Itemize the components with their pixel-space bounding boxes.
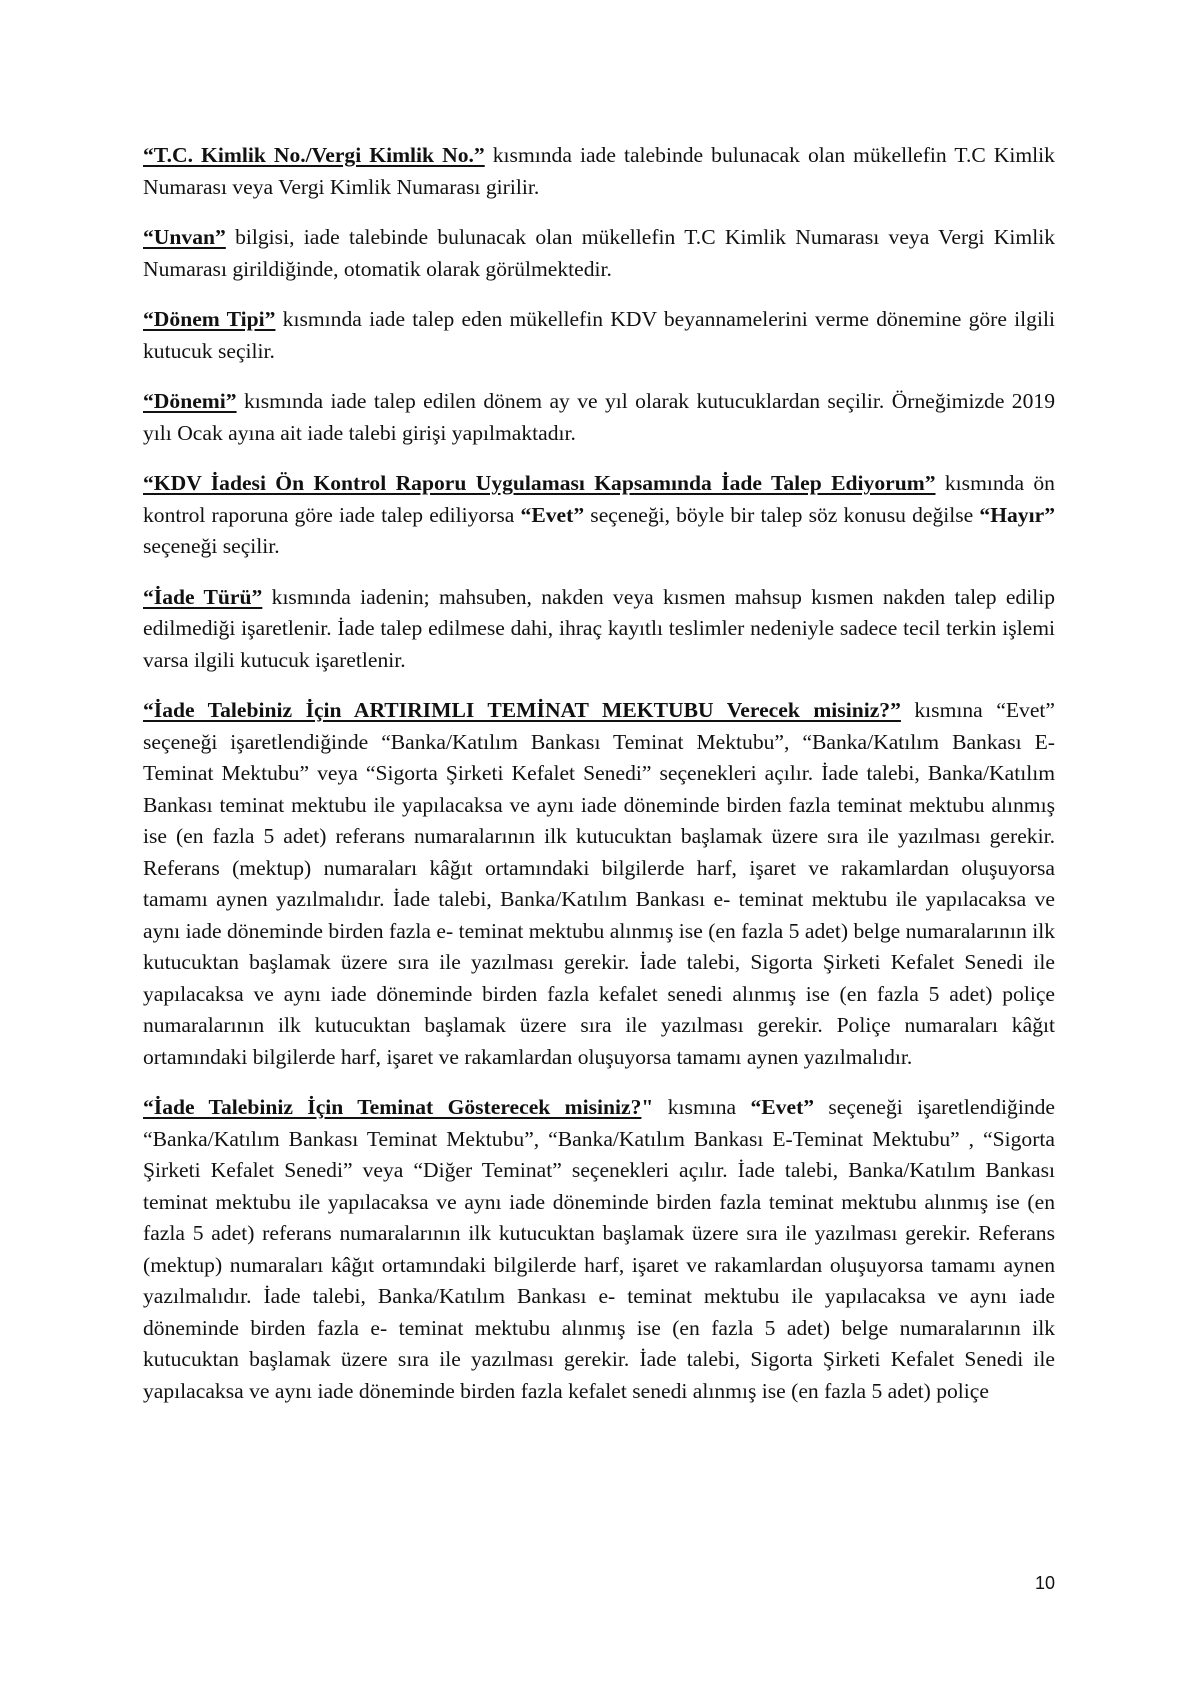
paragraph-text: seçeneği seçilir. xyxy=(143,534,280,558)
paragraph-text: kısmında iade talep eden mükellefin KDV beyannamelerini verme dönemine göre ilgili kutucuk seçilir. xyxy=(143,307,1055,363)
paragraph-text: seçeneği, böyle bir talep söz konusu değilse xyxy=(584,502,980,527)
term-donemi: “Dönemi” xyxy=(143,389,237,413)
term-unvan: “Unvan” xyxy=(143,225,226,249)
page-number: 10 xyxy=(1034,1573,1055,1593)
term-artirimli-teminat-mektubu: “İade Talebiniz İçin ARTIRIMLI TEMİNAT MEKTUBU Verecek misiniz?” xyxy=(143,698,901,722)
term-iade-turu: “İade Türü” xyxy=(143,584,263,609)
page-body xyxy=(143,140,1055,1407)
paragraph-donem-tipi xyxy=(143,304,1055,367)
paragraph-artirimli-teminat xyxy=(143,695,1055,1073)
term-teminat-gosterecek: “İade Talebiniz İçin Teminat Gösterecek misiniz? xyxy=(143,1095,642,1119)
paragraph-text: seçeneği işaretlendiğinde “Banka/Katılım Bankası Teminat Mektubu”, “Banka/Katılım Bankası E-Teminat Mektubu” , “Sigorta Şirketi Kefalet Senedi” veya “Diğer Teminat” seçenekleri açılır. İade talebi, Banka/Katılım Bankası teminat mektubu ile yapılacaksa ve aynı iade döneminde birden fazla teminat mektubu alınmış ise (en fazla 5 adet) referans numaralarının ilk kutucuktan başlamak üzere sıra ile yazılması gerekir. Referans (mektup) numaraları kâğıt ortamındaki bilgilerde harf, işaret ve rakamlardan oluşuyorsa tamamı aynen yazılmalıdır. İade talebi, Banka/Katılım Bankası e- teminat mektubu ile yapılacaksa ve aynı iade döneminde birden fazla e- teminat mektubu alınmış ise (en fazla 5 adet) belge numaralarının ilk kutucuktan başlamak üzere sıra ile yazılması gerekir. İade talebi, Sigorta Şirketi Kefalet Senedi ile yapılacaksa ve aynı iade döneminde birden fazla kefalet senedi alınmış ise (en fazla 5 adet) poliçe xyxy=(143,1095,1055,1403)
paragraph-teminat-gosterecek xyxy=(143,1092,1055,1407)
paragraph-on-kontrol-raporu xyxy=(143,468,1055,563)
paragraph-text: kısmında ön kontrol raporuna göre iade talep ediliyorsa xyxy=(143,471,1055,527)
paragraph-text: kısmına “Evet” seçeneği işaretlendiğinde “Banka/Katılım Bankası Teminat Mektubu”, “Banka/Katılım Bankası E- Teminat Mektubu” veya “Sigorta Şirketi Kefalet Senedi” seçenekleri açılır. İade talebi, Banka/Katılım Bankası teminat mektubu ile yapılacaksa ve aynı iade döneminde birden fazla teminat mektubu alınmış ise (en fazla 5 adet) referans numaralarının ilk kutucuktan başlamak üzere sıra ile yazılması gerekir. Referans (mektup) numaraları kâğıt ortamındaki bilgilerde harf, işaret ve rakamlardan oluşuyorsa tamamı aynen yazılmalıdır. İade talebi, Banka/Katılım Bankası e- teminat mektubu ile yapılacaksa ve aynı iade döneminde birden fazla e- teminat mektubu alınmış ise (en fazla 5 adet) belge numaralarının ilk kutucuktan başlamak üzere sıra ile yazılması gerekir. İade talebi, Sigorta Şirketi Kefalet Senedi ile yapılacaksa ve aynı iade döneminde birden fazla kefalet senedi alınmış ise (en fazla 5 adet) poliçe numaralarının ilk kutucuktan başlamak üzere sıra ile yazılması gerekir. Poliçe numaraları kâğıt ortamındaki bilgilerde harf, işaret ve rakamlardan oluşuyorsa tamamı aynen yazılmalıdır. xyxy=(143,698,1055,1069)
term-on-kontrol-raporu: “KDV İadesi Ön Kontrol Raporu Uygulaması Kapsamında İade Talep Ediyorum” xyxy=(143,471,936,495)
term-tc-kimlik-no: “T.C. Kimlik No./Vergi Kimlik No.” xyxy=(143,143,485,167)
paragraph-text: kısmına xyxy=(653,1095,751,1119)
paragraph-text: bilgisi, iade talebinde bulunacak olan mükellefin T.C Kimlik Numarası veya Vergi Kimlik Numarası girildiğinde, otomatik olarak görülmektedir. xyxy=(143,225,1055,281)
term-donem-tipi: “Dönem Tipi” xyxy=(143,307,276,331)
paragraph-tc-kimlik xyxy=(143,140,1055,203)
option-evet: “Evet” xyxy=(520,502,585,527)
paragraph-donemi xyxy=(143,386,1055,449)
paragraph-text: kısmında iade talep edilen dönem ay ve yıl olarak kutucuklardan seçilir. Örneğimizde 2019 yılı Ocak ayına ait iade talebi girişi yapılmaktadır. xyxy=(143,389,1055,445)
paragraph-text: kısmında iade talebinde bulunacak olan mükellefin T.C Kimlik Numarası veya Vergi Kimlik Numarası girilir. xyxy=(143,143,1055,199)
paragraph-iade-turu xyxy=(143,582,1055,677)
option-evet: “Evet” xyxy=(750,1095,815,1119)
paragraph-text: kısmında iadenin; mahsuben, nakden veya kısmen mahsup kısmen nakden talep edilip edilmediği işaretlenir. İade talep edilmese dahi, ihraç kayıtlı teslimler nedeniyle sadece tecil terkin işlemi varsa ilgili kutucuk işaretlenir. xyxy=(143,584,1055,672)
term-closing-quote: " xyxy=(641,1095,654,1119)
option-hayir: “Hayır” xyxy=(979,502,1055,527)
paragraph-unvan xyxy=(143,222,1055,285)
